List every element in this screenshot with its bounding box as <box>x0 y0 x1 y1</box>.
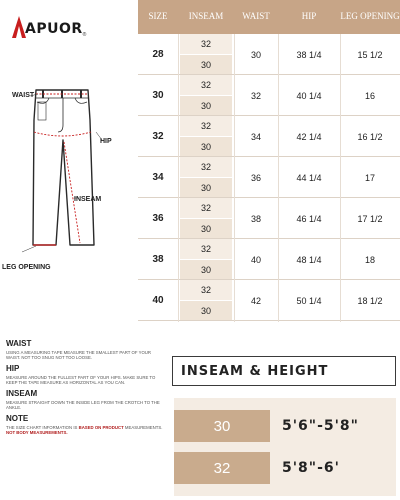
hip-cell: 50 1/4 <box>296 295 322 306</box>
inseam-cell: 30 <box>180 55 232 75</box>
waist-cell: 38 <box>250 213 261 224</box>
note-body-red-1: BASED ON PRODUCT <box>78 424 124 430</box>
note-inseam-body: MEASURE STRAIGHT DOWN THE INSIDE LEG FROM THE CROTCH TO THE ANKLE. <box>6 399 160 411</box>
note-body-pre: THE SIZE CHART INFORMATION IS <box>6 424 78 430</box>
hip-cell: 38 1/4 <box>296 49 322 60</box>
waist-cell: 32 <box>250 90 261 101</box>
inseam-cell: 30 <box>180 137 232 157</box>
hip-cell: 44 1/4 <box>296 172 322 183</box>
note-hip-body: MEASURE AROUND THE FULLEST PART OF YOUR HIPS. MAKE SURE TO KEEP THE TAPE MEASURE AS HORIZONTAL AS YOU CAN. <box>6 374 156 386</box>
waist-cell: 30 <box>250 49 261 60</box>
header-hip: HIP <box>301 11 317 22</box>
pants-measurement-figure <box>0 80 140 280</box>
note-note-body <box>6 425 166 436</box>
column-divider <box>278 34 279 322</box>
note-hip-title: HIP <box>6 363 20 373</box>
header-inseam: INSEAM <box>188 11 224 22</box>
hip-cell: 48 1/4 <box>296 254 322 265</box>
column-divider <box>234 34 235 322</box>
leg-opening-cell: 16 1/2 <box>357 131 383 142</box>
inseam-cell: 32 <box>180 157 232 177</box>
hip-label: HIP <box>100 138 112 145</box>
pants-illustration <box>0 80 140 280</box>
measuring-notes <box>6 340 166 440</box>
note-note-title: NOTE <box>6 413 29 423</box>
inseam-height-height: 5'8"-6' <box>282 460 340 476</box>
inseam-cell: 32 <box>180 75 232 95</box>
waist-cell: 40 <box>250 254 261 265</box>
logo-mark-icon <box>12 16 26 38</box>
header-waist: WAIST <box>242 11 270 22</box>
inseam-cell: 32 <box>180 34 232 54</box>
inseam-cell: 32 <box>180 280 232 300</box>
hip-cell: 40 1/4 <box>296 90 322 101</box>
inseam-cell: 30 <box>180 301 232 321</box>
waist-cell: 34 <box>250 131 261 142</box>
header-leg-opening: LEG OPENING <box>340 11 400 22</box>
inseam-height-row <box>174 410 396 442</box>
note-waist-title: WAIST <box>6 339 32 348</box>
column-divider <box>340 34 341 322</box>
size-cell: 30 <box>152 90 164 101</box>
note-body-mid: MEASUREMENTS. <box>124 424 163 430</box>
inseam-height-title-box <box>172 356 396 386</box>
leg-opening-cell: 18 1/2 <box>357 295 383 306</box>
inseam-cell: 32 <box>180 198 232 218</box>
size-cell: 36 <box>152 213 164 224</box>
column-divider <box>178 34 179 322</box>
inseam-height-height: 5'6"-5'8" <box>282 418 359 434</box>
registered-mark: ® <box>82 32 87 38</box>
size-chart-header <box>138 0 400 34</box>
inseam-cell: 32 <box>180 239 232 259</box>
brand-name: APUOR <box>25 21 83 37</box>
size-cell: 40 <box>152 295 164 306</box>
inseam-height-inseam: 32 <box>174 452 270 484</box>
inseam-cell: 32 <box>180 116 232 136</box>
inseam-height-row <box>174 452 396 484</box>
waist-label: WAIST <box>12 92 35 99</box>
inseam-cell: 30 <box>180 260 232 280</box>
size-cell: 32 <box>152 131 164 142</box>
leg-opening-cell: 16 <box>364 90 375 101</box>
note-waist-body: USING A MEASURING TAPE MEASURE THE SMALLEST PART OF YOUR WAIST. NOT TOO SNUG NOT TOO LOOSE. <box>6 349 152 361</box>
size-cell: 28 <box>152 49 164 60</box>
waist-cell: 36 <box>250 172 261 183</box>
inseam-height-inseam: 30 <box>174 410 270 442</box>
leg-opening-cell: 15 1/2 <box>357 49 383 60</box>
header-size: SIZE <box>148 11 168 22</box>
leg-opening-label: LEG OPENING <box>2 264 51 271</box>
brand-logo <box>12 8 86 38</box>
inseam-cell: 30 <box>180 219 232 239</box>
inseam-label: INSEAM <box>74 196 102 203</box>
leg-opening-cell: 17 <box>364 172 375 183</box>
size-cell: 34 <box>152 172 164 183</box>
note-inseam-title: INSEAM <box>6 388 38 398</box>
size-cell: 38 <box>152 254 164 265</box>
waist-cell: 42 <box>250 295 261 306</box>
inseam-cell: 30 <box>180 178 232 198</box>
inseam-height-title: INSEAM & HEIGHT <box>181 363 329 379</box>
size-chart-table <box>138 0 400 322</box>
inseam-cell: 30 <box>180 96 232 116</box>
leg-opening-cell: 17 1/2 <box>357 213 383 224</box>
hip-cell: 42 1/4 <box>296 131 322 142</box>
note-body-red-2: NOT BODY MEASUREMENTS. <box>6 430 68 436</box>
inseam-height-table <box>174 398 396 496</box>
leg-opening-cell: 18 <box>364 254 375 265</box>
hip-cell: 46 1/4 <box>296 213 322 224</box>
